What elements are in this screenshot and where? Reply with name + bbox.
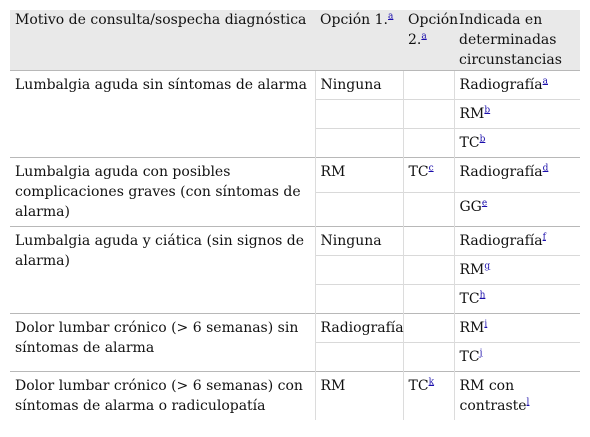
footnote-link[interactable]: b [479, 134, 486, 145]
indicada-label: Radiografía [459, 77, 543, 93]
cell-opcion-2 [403, 192, 454, 227]
cell-opcion-2 [403, 372, 454, 421]
cell-opcion-2 [403, 71, 454, 100]
imaging-indications-table [10, 10, 580, 420]
cell-indicada [454, 71, 580, 100]
header-motivo-label: Motivo de consulta/sospecha diagnóstica [15, 12, 307, 28]
footnote-link[interactable]: f [542, 232, 546, 243]
cell-opcion-1 [315, 192, 403, 227]
opcion-2-label: TC [408, 164, 429, 180]
cell-motivo: Dolor lumbar crónico (> 6 semanas) con síntomas de alarma o radiculopatía [10, 372, 315, 421]
footnote-link[interactable]: j [479, 348, 483, 359]
footnote-link[interactable]: l [526, 397, 530, 408]
header-opcion-1-label: Opción 1. [320, 12, 389, 28]
cell-opcion-2 [403, 129, 454, 158]
cell-indicada [454, 285, 580, 314]
cell-opcion-2 [403, 314, 454, 343]
cell-motivo: Lumbalgia aguda y ciática (sin signos de alarma) [10, 227, 315, 314]
footnote-link[interactable]: d [542, 163, 549, 174]
footnote-link[interactable]: a [542, 76, 548, 87]
table-row [10, 227, 580, 256]
table-row [10, 372, 580, 421]
cell-opcion-2 [403, 285, 454, 314]
cell-motivo: Lumbalgia aguda sin síntomas de alarma [10, 71, 315, 158]
header-opcion-1 [315, 10, 403, 71]
cell-opcion-1 [315, 129, 403, 158]
table-row [10, 71, 580, 100]
header-indicada [454, 10, 580, 71]
footnote-link[interactable]: g [484, 261, 491, 272]
table-header [10, 10, 580, 71]
indicada-label: RM [459, 320, 485, 336]
cell-indicada [454, 227, 580, 256]
cell-opcion-1: Ninguna [315, 227, 403, 256]
footnote-link[interactable]: h [479, 290, 486, 301]
cell-opcion-2 [403, 158, 454, 193]
footnote-link[interactable]: c [428, 163, 434, 174]
table-body [10, 71, 580, 421]
cell-opcion-1 [315, 256, 403, 285]
cell-opcion-1: Radiografía [315, 314, 403, 343]
indicada-label: TC [459, 135, 480, 151]
cell-indicada [454, 372, 580, 421]
header-opcion-2 [403, 10, 459, 71]
cell-motivo: Dolor lumbar crónico (> 6 semanas) sin síntomas de alarma [10, 314, 315, 372]
opcion-2-label: TC [408, 378, 429, 394]
cell-motivo: Lumbalgia aguda con posibles complicaciones graves (con síntomas de alarma) [10, 158, 315, 227]
cell-indicada [454, 256, 580, 285]
footnote-link[interactable]: k [428, 377, 435, 388]
indicada-label: Radiografía [459, 233, 543, 249]
cell-opcion-1 [315, 285, 403, 314]
footnote-link[interactable]: b [484, 105, 491, 116]
cell-indicada [454, 314, 580, 343]
cell-opcion-1: Ninguna [315, 71, 403, 100]
footnote-link[interactable]: i [484, 319, 488, 330]
footnote-link[interactable]: e [481, 197, 488, 208]
header-motivo [10, 10, 315, 71]
cell-opcion-1: RM [315, 372, 403, 421]
indicada-label: RM [459, 262, 485, 278]
cell-opcion-2 [403, 227, 454, 256]
cell-indicada [454, 192, 580, 227]
footnote-link[interactable]: a [388, 11, 394, 22]
cell-indicada [454, 129, 580, 158]
table-row [10, 314, 580, 343]
cell-indicada [454, 343, 580, 372]
cell-indicada [454, 100, 580, 129]
header-row [10, 10, 580, 71]
header-indicada-label: Indicada en determinadas circunstancias [459, 12, 562, 68]
indicada-label: RM con contraste [459, 378, 527, 414]
table-row [10, 158, 580, 193]
indicada-label: TC [459, 349, 480, 365]
indicada-label: GG [459, 198, 482, 215]
cell-opcion-2 [403, 100, 454, 129]
footnote-link[interactable]: a [421, 31, 427, 42]
cell-opcion-1: RM [315, 158, 403, 193]
indicada-label: Radiografía [459, 164, 543, 180]
cell-indicada [454, 158, 580, 193]
cell-opcion-1 [315, 343, 403, 372]
indicada-label: RM [459, 106, 485, 122]
table-container [10, 10, 580, 420]
cell-opcion-2 [403, 343, 454, 372]
cell-opcion-1 [315, 100, 403, 129]
header-opcion-2-label: Opción 2. [408, 12, 459, 48]
cell-opcion-2 [403, 256, 454, 285]
indicada-label: TC [459, 291, 480, 307]
